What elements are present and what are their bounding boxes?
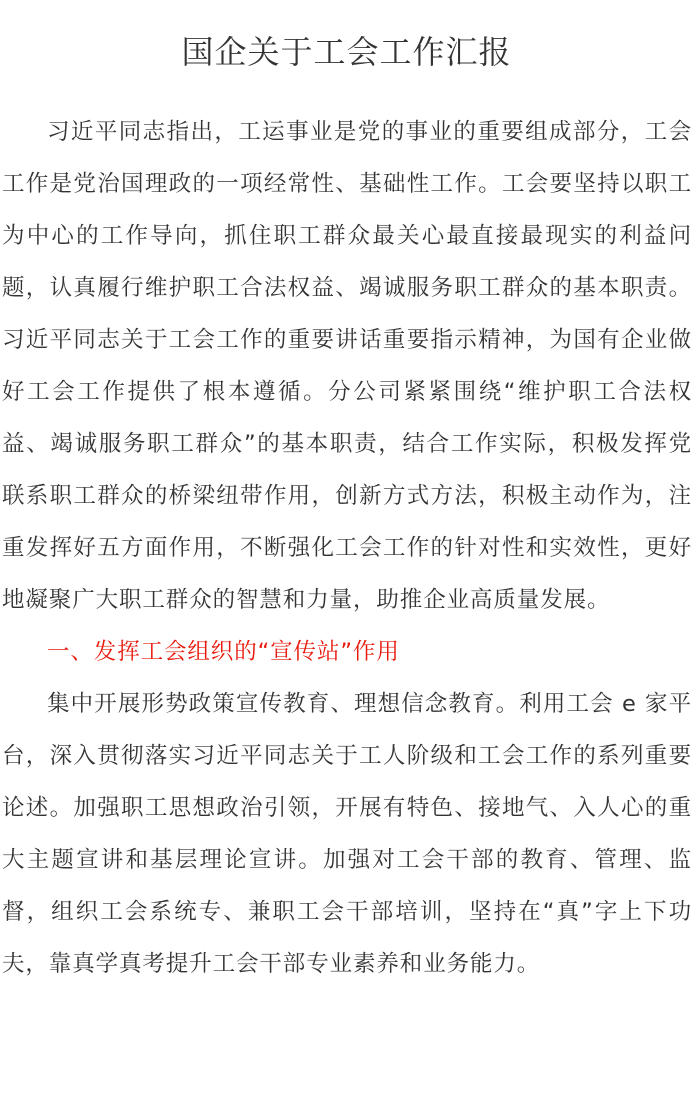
document-title: 国企关于工会工作汇报 <box>181 33 512 71</box>
document-body <box>2 106 692 990</box>
section-heading-1: 一、发挥工会组织的“宣传站”作用 <box>47 639 400 665</box>
intro-paragraph: 习近平同志指出，工运事业是党的事业的重要组成部分，工会工作是党治国理政的一项经常性、基础性工作。工会要坚持以职工为中心的工作导向，抓住职工群众最关心最直接最现实的利益问题，认真履行维护职工合法权益、竭诚服务职工群众的基本职责。习近平同志关于工会工作的重要讲话重要指示精神，为国有企业做好工会工作提供了根本遵循。分公司紧紧围绕“维护职工合法权益、竭诚服务职工群众”的基本职责，结合工作实际，积极发挥党联系职工群众的桥梁纽带作用，创新方式方法，积极主动作为，注重发挥好五方面作用，不断强化工会工作的针对性和实效性，更好地凝聚广大职工群众的智慧和力量，助推企业高质量发展。 <box>2 119 692 613</box>
section-paragraph-1: 集中开展形势政策宣传教育、理想信念教育。利用工会 e 家平台，深入贯彻落实习近平同志关于工人阶级和工会工作的系列重要论述。加强职工思想政治引领，开展有特色、接地气、入人心的重大主题宣讲和基层理论宣讲。加强对工会干部的教育、管理、监督，组织工会系统专、兼职工会干部培训，坚持在“真”字上下功夫，靠真学真考提升工会干部专业素养和业务能力。 <box>2 691 692 977</box>
